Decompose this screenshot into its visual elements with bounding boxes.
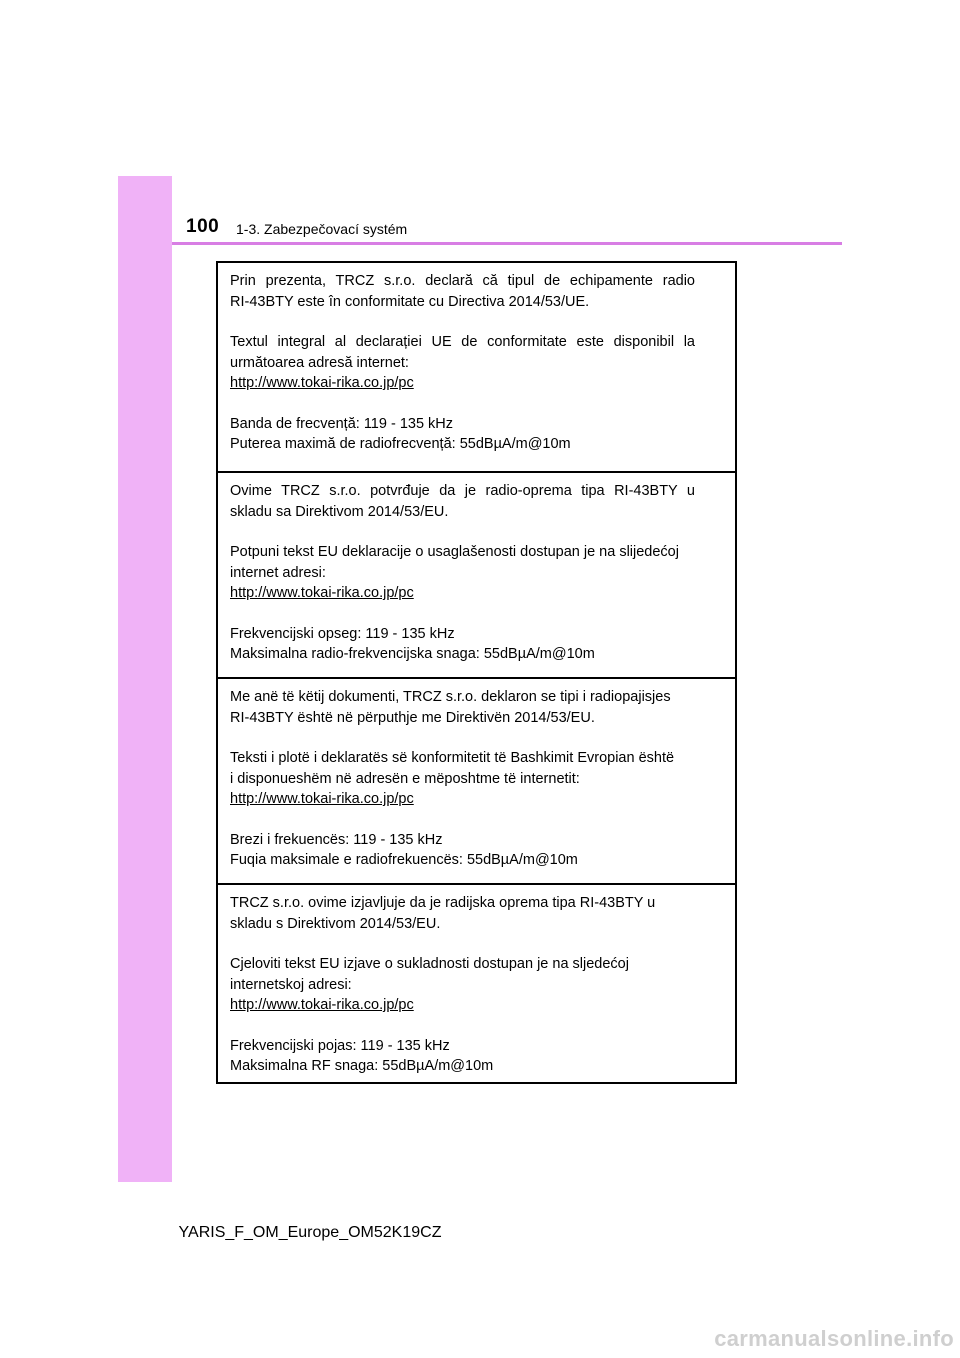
notice-section-croatian	[218, 883, 735, 1082]
frequency-band: Brezi i frekuencës: 119 - 135 kHz	[230, 831, 443, 848]
max-power: Fuqia maksimale e radiofrekuencës: 55dBµA/m@10m	[230, 852, 578, 868]
frequency-band: Banda de frecvență: 119 - 135 kHz	[230, 415, 454, 432]
frequency-band: Frekvencijski opseg: 119 - 135 kHz	[230, 625, 455, 642]
declaration-line-1: TRCZ s.r.o. ovime izjavljuje da je radijska oprema tipa RI-43BTY u	[230, 895, 656, 911]
declaration-line-2: skladu sa Direktivom 2014/53/EU.	[230, 503, 449, 520]
fulltext-line-1: Textul integral al declarației UE de conformitate este disponibil la	[230, 334, 695, 350]
notice-section-bosnian	[218, 471, 735, 679]
fulltext-line-2: internetskoj adresi:	[230, 976, 352, 993]
declaration-url-link[interactable]: http://www.tokai-rika.co.jp/pc	[230, 585, 414, 601]
declaration-line-2: RI-43BTY este în conformitate cu Directiva 2014/53/UE.	[230, 293, 590, 310]
page-number: 100	[186, 216, 220, 237]
notice-section-albanian	[218, 677, 735, 885]
declaration-line-1: Ovime TRCZ s.r.o. potvrđuje da je radio-oprema tipa RI-43BTY u	[230, 483, 695, 499]
section-title: 1-3. Zabezpečovací systém	[236, 221, 408, 237]
fulltext-line-1: Potpuni tekst EU deklaracije o usaglašenosti dostupan je na slijedećoj	[230, 544, 679, 560]
max-power: Maksimalna RF snaga: 55dBµA/m@10m	[230, 1058, 494, 1074]
fulltext-line-2: următoarea adresă internet:	[230, 354, 409, 371]
header-divider	[172, 242, 842, 245]
fulltext-line-1: Cjeloviti tekst EU izjave o sukladnosti dostupan je na sljedećoj	[230, 956, 629, 972]
fulltext-line-2: internet adresi:	[230, 564, 326, 581]
regulatory-notice-box	[216, 261, 737, 1084]
max-power: Maksimalna radio-frekvencijska snaga: 55dBµA/m@10m	[230, 646, 595, 662]
max-power: Puterea maximă de radiofrecvență: 55dBµA/m@10m	[230, 436, 571, 452]
watermark-logo: carmanualsonline.info	[714, 1326, 954, 1351]
notice-section-romanian	[218, 263, 735, 473]
declaration-url-link[interactable]: http://www.tokai-rika.co.jp/pc	[230, 375, 414, 391]
declaration-url-link[interactable]: http://www.tokai-rika.co.jp/pc	[230, 791, 414, 807]
frequency-band: Frekvencijski pojas: 119 - 135 kHz	[230, 1037, 450, 1054]
fulltext-line-2: i disponueshëm në adresën e mëposhtme të internetit:	[230, 770, 580, 787]
fulltext-line-1: Teksti i plotë i deklaratës së konformitetit të Bashkimit Evropian është	[230, 750, 675, 766]
document-id: YARIS_F_OM_Europe_OM52K19CZ	[178, 1224, 442, 1241]
declaration-line-2: skladu s Direktivom 2014/53/EU.	[230, 915, 441, 932]
chapter-sidebar-tab	[118, 176, 172, 1182]
declaration-line-2: RI-43BTY është në përputhje me Direktivën 2014/53/EU.	[230, 709, 595, 726]
declaration-line-1: Prin prezenta, TRCZ s.r.o. declară că tipul de echipamente radio	[230, 273, 695, 289]
declaration-url-link[interactable]: http://www.tokai-rika.co.jp/pc	[230, 997, 414, 1013]
declaration-line-1: Me anë të këtij dokumenti, TRCZ s.r.o. deklaron se tipi i radiopajisjes	[230, 689, 671, 705]
